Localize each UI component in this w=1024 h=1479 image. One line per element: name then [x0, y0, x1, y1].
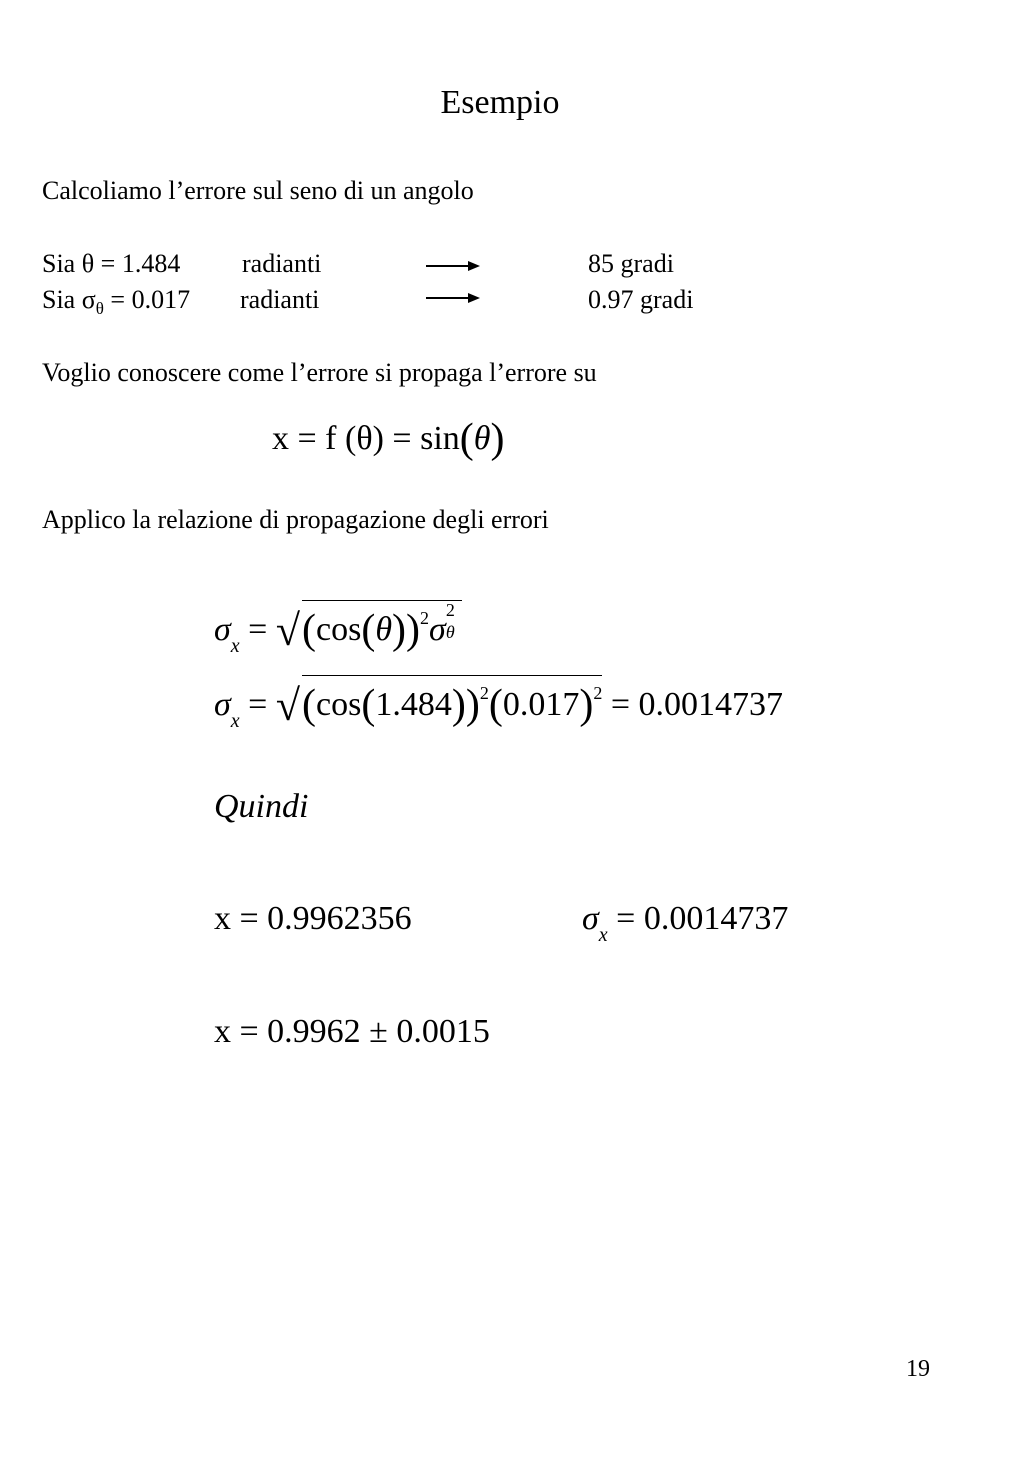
exponent-2: 2: [593, 683, 603, 703]
sigma-theta-value: [42, 285, 190, 319]
cos-label: cos: [316, 686, 362, 723]
sigma-theta-sub: θ: [445, 622, 455, 642]
sigma-value: = 0.0014737: [607, 900, 789, 937]
sigma-degrees: 0.97 gradi: [588, 285, 694, 314]
exponent: 2: [479, 683, 489, 703]
function-arg: θ: [473, 420, 491, 457]
formula-sigma-numeric: [214, 675, 784, 732]
function-equation: [272, 412, 504, 460]
sigma-result: = 0.0014737: [602, 686, 784, 723]
theta-value: Sia θ = 1.484: [42, 249, 181, 278]
sqrt-content: $(\cos(\theta))^2\sigma$ 2 θ: [302, 600, 462, 651]
page-title: Esempio: [440, 84, 560, 121]
exponent: 2: [420, 608, 430, 628]
sqrt-icon: √: [275, 606, 301, 655]
sigma-sub-x: x: [230, 710, 240, 732]
sigma-value: = 0.017: [103, 285, 191, 314]
paren-open: (: [459, 416, 474, 462]
cos-argument: 1.484: [375, 686, 452, 723]
theta-degrees: 85 gradi: [588, 249, 674, 278]
theta-symbol: θ: [375, 611, 393, 648]
sigma-sub: θ: [95, 299, 104, 318]
sigma-unit: radianti: [240, 285, 320, 314]
arrow-right-icon: [424, 290, 484, 306]
sigma-symbol: σ: [582, 900, 599, 937]
result-x: x = 0.9962356: [214, 900, 412, 937]
formula-sigma-symbolic: [214, 600, 462, 657]
page-number: 19: [906, 1356, 930, 1382]
apply-relation-text: Applico la relazione di propagazione degli errori: [42, 505, 549, 534]
sigma-symbol: σ: [214, 686, 231, 723]
sigma-sub-x: x: [230, 635, 240, 657]
sigma-sub-x: x: [598, 924, 608, 946]
sqrt-icon: √: [275, 681, 301, 730]
sigma-theta-value: 0.017: [502, 686, 580, 723]
intro-text: Calcoliamo l’errore sul seno di un angolo: [42, 176, 474, 205]
quindi-label: Quindi: [214, 788, 309, 825]
function-lhs: x = f (θ) = sin: [272, 420, 460, 457]
theta-unit: radianti: [242, 249, 322, 278]
result-sigma: [582, 900, 789, 946]
sigma-symbol: σ: [214, 611, 231, 648]
paren-close: ): [490, 416, 505, 462]
sigma-theta-sup: 2: [445, 600, 455, 620]
sqrt-content: $(\cos(1.484))^2(0.017)^2$: [302, 675, 602, 726]
equals: =: [239, 686, 276, 723]
final-result: x = 0.9962 ± 0.0015: [214, 1013, 490, 1050]
sigma-label: Sia σ: [42, 285, 96, 314]
arrow-right-icon: [424, 258, 484, 274]
cos-label: cos: [316, 611, 362, 648]
equals: =: [239, 611, 276, 648]
sigma-theta-symbol: σ: [429, 611, 446, 648]
propagation-question: Voglio conoscere come l’errore si propaga l’errore su: [42, 358, 597, 387]
